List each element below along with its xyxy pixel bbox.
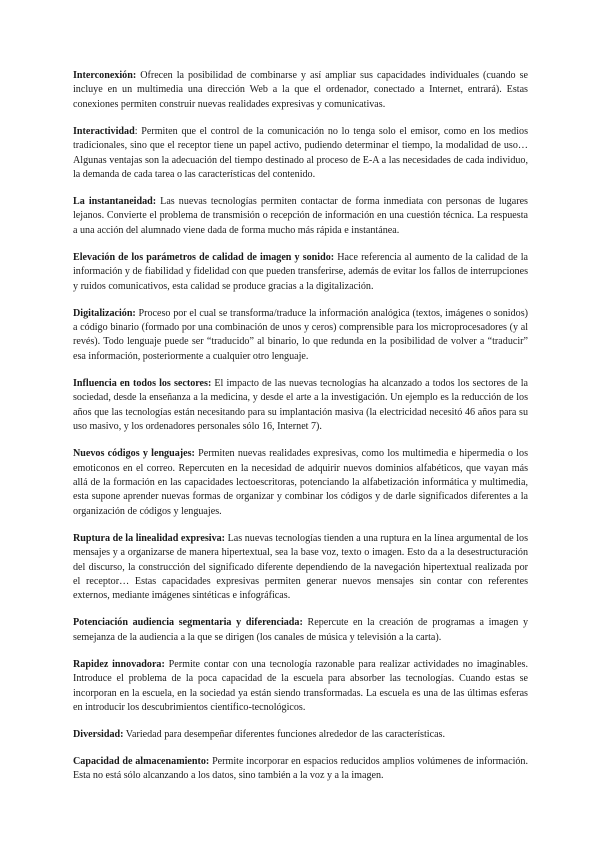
paragraph-instantaneidad	[73, 195, 528, 238]
term: Capacidad de almacenamiento:	[73, 755, 210, 767]
paragraph-rapidez	[73, 658, 528, 716]
definition: Variedad para desempeñar diferentes funciones alrededor de las características.	[123, 728, 445, 740]
paragraph-digitalizacion	[73, 307, 528, 365]
definition: Las nuevas tecnologías permiten contactar de forma inmediata con personas de lugares lejanos. Convierte el problema de transmisión o recepción de información en una cuestión técnica. La respuesta a una acción del alumnado viene dada de forma mucho más rápida e instantánea.	[73, 196, 528, 236]
term: Ruptura de la linealidad expresiva:	[73, 532, 226, 544]
paragraph-influencia	[73, 377, 528, 435]
term: Rapidez innovadora:	[73, 658, 165, 670]
definition: Permite contar con una tecnología razonable para realizar actividades no imaginables. Introduce el problema de la poca capacidad de la escuela para absorber las tecnologías. Cuando estas se incorporan en la escuela, en la sociedad ya están siendo transformadas. La escuela es una de las últimas esferas en introducir los descubrimientos científico-tecnológicos.	[73, 658, 528, 713]
paragraph-ruptura	[73, 532, 528, 604]
paragraph-interconexion	[73, 69, 528, 112]
term: Digitalización:	[73, 307, 136, 319]
definition: Repercute en la creación de programas a imagen y semejanza de la audiencia a la que se dirigen (los canales de música y televisión a la carta).	[73, 617, 528, 643]
term: La instantaneidad:	[73, 196, 157, 208]
paragraph-diversidad	[73, 728, 528, 742]
term: Nuevos códigos y lenguajes:	[73, 448, 195, 460]
definition: Las nuevas tecnologías tienden a una ruptura en la línea argumental de los mensajes y a organizarse de manera hipertextual, sea la base voz, texto o imagen. Esto da a la desestructuración del discurso, la construcción del significado diferente dependiendo de la navegación hipertextual realizada por el receptor… Estas capacidades expresivas permiten generar nuevos mensajes sin contar con referentes externos, mediante imágenes sintéticas e infográficas.	[73, 532, 529, 602]
definition: Ofrecen la posibilidad de combinarse y así ampliar sus capacidades individuales (cuando se incluye en un multimedia una dirección Web a la que el ordenador, conectado a Internet, entrará). Estas conexiones permiten construir nuevas realidades expresivas y comunicativas.	[73, 70, 528, 110]
paragraph-interactividad	[73, 125, 528, 183]
paragraph-calidad	[73, 251, 528, 294]
term: Diversidad:	[73, 728, 124, 740]
term: Influencia en todos los sectores:	[73, 377, 212, 389]
definition: Hace referencia al aumento de la calidad de la información y de fiabilidad y fidelidad con que pueden transferirse, además de evitar los fallos de interrupciones y ruidos comunicativos, esta calidad se produce gracias a la digitalización.	[73, 251, 528, 292]
definition: Proceso por el cual se transforma/traduce la información analógica (textos, imágenes o sonidos) a código binario (formado por una combinación de unos y ceros) comprensible para los microprocesadores (y al revés). Todo lenguaje puede ser “traducido” al binario, lo que redunda en la posibilidad de volver a “traducir” esa información, posteriormente a cualquier otro lenguaje.	[73, 307, 528, 362]
term: Interconexión:	[73, 70, 137, 81]
term: Elevación de los parámetros de calidad de imagen y sonido:	[73, 251, 335, 263]
definition: Permite incorporar en espacios reducidos amplios volúmenes de información. Esta no está sólo alcanzando a los datos, sino también a la voz y a la imagen.	[73, 755, 528, 782]
term: Potenciación audiencia segmentaria y diferenciada:	[73, 617, 303, 629]
definition: El impacto de las nuevas tecnologías ha alcanzado a todos los sectores de la sociedad, desde la enseñanza a la medicina, y desde el arte a la investigación. Un ejemplo es la reducción de los años que las tecnologías están necesitando para su implantación masiva (la electricidad necesitó 46 años para su uso masivo, y los ordenadores personales sólo 16, Internet 7).	[73, 377, 529, 433]
paragraph-almacenamiento	[73, 755, 528, 784]
definition: Permiten nuevas realidades expresivas, como los multimedia e hipermedia o los emoticonos en el correo. Repercuten en la necesidad de adquirir nuevos dominios alfabéticos, que vayan más allá de la formación en las capacidades lectoescritoras, potenciando la alfabetización informática y multimedia, esta supone aprender nuevas formas de organizar y combinar los códigos y de darle significados diferentes a la organización de códigos y lenguajes.	[73, 448, 529, 517]
paragraph-audiencia	[73, 616, 528, 645]
term: Interactividad	[73, 125, 135, 137]
definition: : Permiten que el control de la comunicación no lo tenga solo el emisor, como en los medios tradicionales, sino que el receptor tiene un papel activo, pudiendo determinar el tiempo, la modalidad de uso… Algunas ventajas son la adecuación del tiempo destinado al proceso de E-A a las necesidades de cada individuo, la demanda de cada tarea o las características del contenido.	[73, 125, 528, 181]
paragraph-nuevos-codigos	[73, 447, 528, 519]
